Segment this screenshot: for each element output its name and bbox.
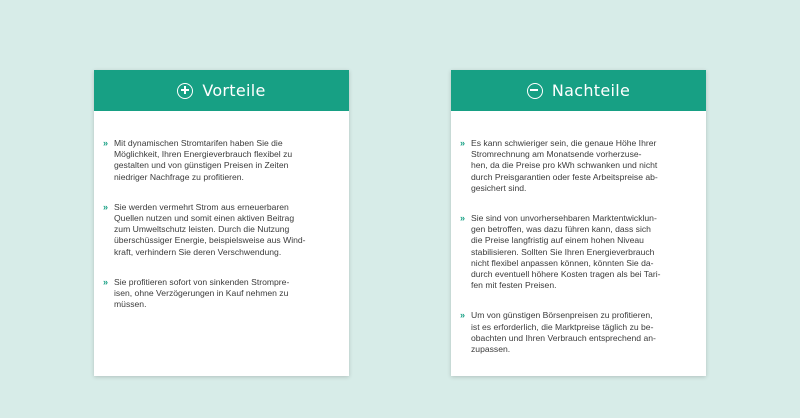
bullet-icon: » (103, 138, 109, 148)
list-item-text: Sie werden vermehrt Strom aus erneuerbaren Quellen nutzen und somit einen aktiven Beitrag zum Umweltschutz leisten. Durch die Nutzung überschüssiger Energie, beispielsweise aus Wind- kraft, verhindern Sie deren Verschwendung. (114, 201, 306, 257)
list-item-text: Sie sind von unvorhersehbaren Marktentwicklun- gen betroffen, was dazu führen kann, dass sich die Preise langfristig auf einem hohen Niveau stabilisieren. Sollten Sie Ihren Energieverbrauch nicht flexibel anpassen können, könnten Sie da- durch eventuell höhere Kosten tragen als bei Tari- fen mit festen Preisen. (471, 213, 661, 291)
cons-list (451, 111, 706, 355)
list-item (460, 310, 692, 355)
pros-list (94, 111, 349, 310)
bullet-icon: » (103, 276, 109, 287)
bullet-icon: » (460, 138, 466, 148)
plus-circle-icon (177, 83, 193, 99)
pros-title: Vorteile (202, 81, 266, 100)
list-item-text: Mit dynamischen Stromtarifen haben Sie die Möglichkeit, Ihren Energieverbrauch flexibel zu gestalten und von günstigen Preisen in Zeiten niedriger Nachfrage zu profitieren. (114, 138, 293, 182)
cons-title: Nachteile (551, 81, 631, 100)
list-item-text: Es kann schwieriger sein, die genaue Höhe Ihrer Stromrechnung am Monatsende vorherzuse- hen, da die Preise pro kWh schwanken und nicht durch Preisgarantien oder feste Arbeitspreise ab- gesichert sind. (471, 138, 658, 193)
list-item (460, 213, 692, 291)
cons-header (451, 70, 706, 111)
list-item (103, 202, 335, 258)
bullet-icon: » (460, 310, 466, 321)
list-item (103, 138, 335, 183)
list-item-text: Um von günstigen Börsenpreisen zu profitieren, ist es erforderlich, die Marktpreise täglich zu be- obachten und Ihren Verbrauch entsprechend an- zupassen. (471, 310, 656, 355)
minus-circle-icon (527, 83, 543, 99)
bullet-icon: » (460, 213, 466, 224)
list-item (103, 277, 335, 311)
cons-card (451, 70, 706, 376)
pros-header (94, 70, 349, 111)
pros-card (94, 70, 349, 376)
list-item-text: Sie profitieren sofort von sinkenden Strompre- isen, ohne Verzögerungen in Kauf nehmen zu müssen. (114, 276, 290, 310)
list-item (460, 138, 692, 194)
bullet-icon: » (103, 201, 109, 212)
